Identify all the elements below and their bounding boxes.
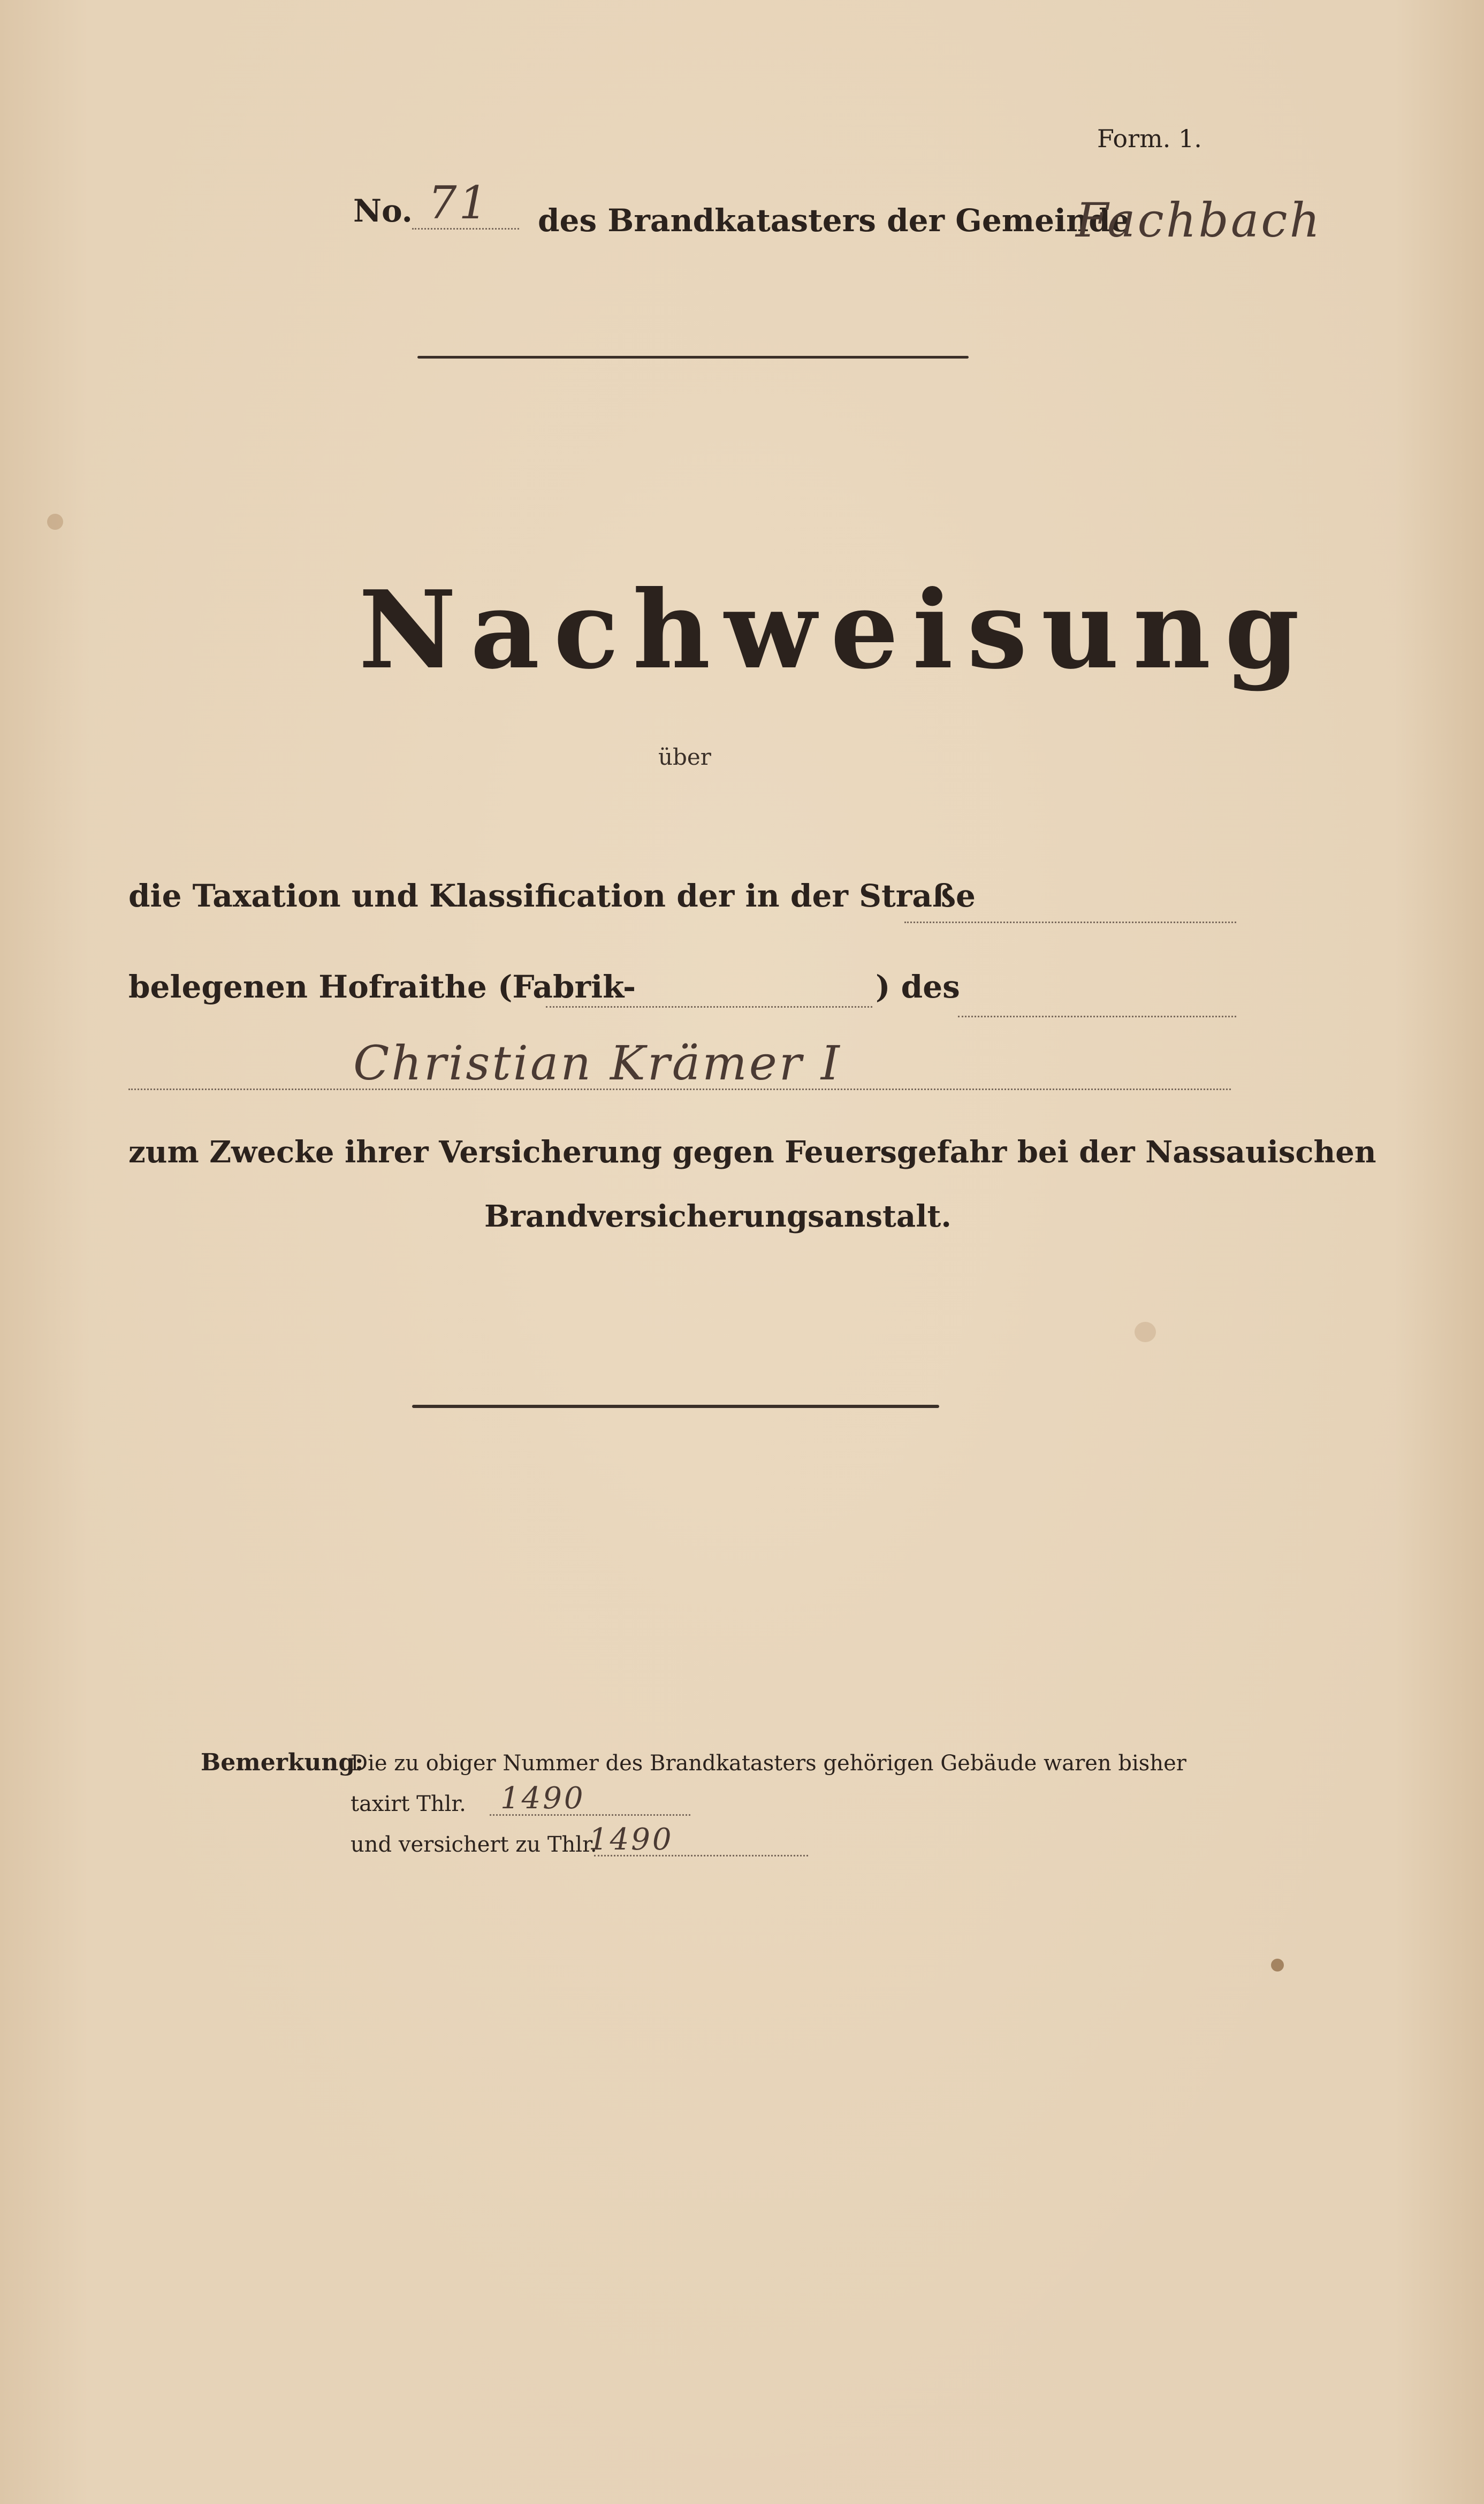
strasse-field-line — [904, 922, 1236, 923]
middle-rule — [412, 1405, 939, 1408]
fabrik-field-line — [546, 1006, 872, 1008]
body-line-2b: ) des — [876, 969, 960, 1005]
owner-value: Christian Krämer I — [353, 1036, 842, 1091]
number-label: No. — [353, 193, 413, 229]
taxirt-label: taxirt Thlr. — [351, 1792, 466, 1816]
des-field-line — [958, 1016, 1236, 1017]
remark-text: Die zu obiger Nummer des Brandkatasters gehörigen Gebäude waren bisher — [351, 1751, 1186, 1776]
versichert-label: und versichert zu Thlr. — [351, 1832, 597, 1857]
top-rule — [417, 356, 969, 359]
form-label: Form. 1. — [1097, 124, 1202, 153]
gemeinde-value: Fachbach — [1076, 193, 1322, 248]
stain — [1271, 1959, 1284, 1972]
body-line-1: die Taxation und Klassification der in der Straße — [128, 878, 976, 914]
body-line-2a: belegenen Hofraithe (Fabrik- — [128, 969, 636, 1005]
number-value: 71 — [428, 177, 490, 229]
page-title: Nachweisung — [359, 567, 1314, 693]
body-line-4: zum Zwecke ihrer Versicherung gegen Feuersgefahr bei der Nassauischen — [128, 1135, 1376, 1170]
stain — [1135, 1322, 1156, 1342]
header-text: des Brandkatasters der Gemeinde — [538, 202, 1130, 239]
ueber-text: über — [658, 744, 711, 770]
remark-label: Bemerkung: — [201, 1749, 364, 1776]
body-line-5: Brandversicherungsanstalt. — [484, 1199, 952, 1234]
stain — [47, 514, 63, 530]
versichert-value: 1490 — [589, 1822, 674, 1857]
taxirt-value: 1490 — [500, 1781, 585, 1816]
